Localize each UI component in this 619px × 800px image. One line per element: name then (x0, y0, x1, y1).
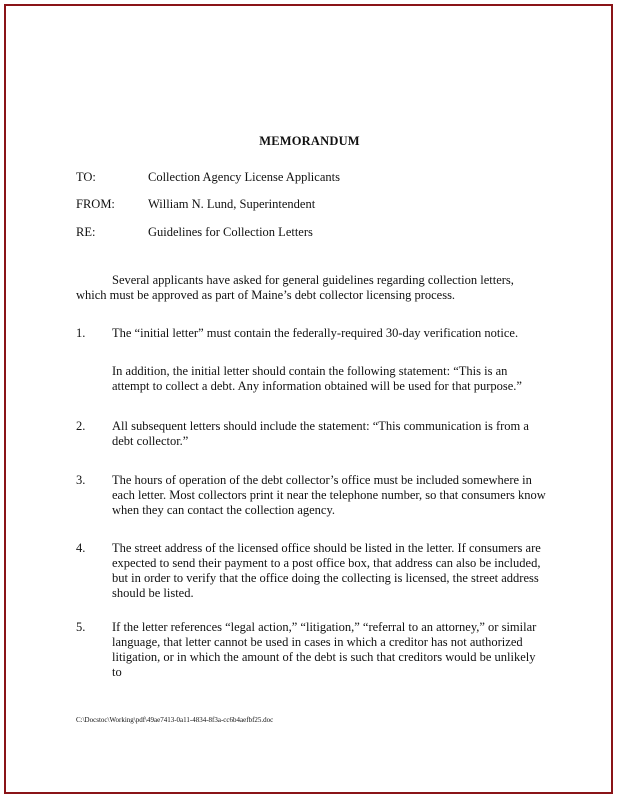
memo-title: MEMORANDUM (259, 134, 360, 148)
re-value: Guidelines for Collection Letters (148, 225, 313, 239)
item-5-number: 5. (76, 620, 86, 634)
item-1-text: The “initial letter” must contain the federally-required 30-day verification notice. (112, 326, 519, 340)
footer-file-path: C:\Docstoc\Working\pdf\49ae7413-0a11-4834-8f3a-cc6b4aefbf25.doc (76, 716, 274, 724)
item-4-number: 4. (76, 541, 86, 555)
from-value: William N. Lund, Superintendent (148, 197, 316, 211)
item-3-number: 3. (76, 473, 86, 487)
item-1-number: 1. (76, 326, 86, 340)
to-value: Collection Agency License Applicants (148, 170, 340, 184)
item-5-text: If the letter references “legal action,” “litigation,” “referral to an attorney,” or similar language, that letter cannot be used in cases in which a creditor has not authorized litigation, or in which the amount of the debt is such that creditors would be unlikely to (112, 620, 537, 679)
from-label: FROM: (76, 197, 115, 211)
re-label: RE: (76, 225, 96, 239)
intro-paragraph: Several applicants have asked for general guidelines regarding collection letters, which must be approved as part of Maine’s debt collector licensing process. (76, 273, 514, 302)
item-2-text: All subsequent letters should include the statement: “This communication is from a debt collector.” (112, 419, 529, 448)
item-2-number: 2. (76, 419, 86, 433)
item-4-text: The street address of the licensed office should be listed in the letter. If consumers are expected to send their payment to a post office box, that address can also be included, but in order to verify that the office doing the collecting is licensed, the street address should be listed. (112, 541, 541, 600)
to-label: TO: (76, 170, 96, 184)
item-1-extra: In addition, the initial letter should contain the following statement: “This is an attempt to collect a debt. Any information obtained will be used for that purpose.” (112, 364, 522, 393)
item-3-text: The hours of operation of the debt collector’s office must be included somewhere in each letter. Most collectors print it near the telephone number, so that consumers know when they can contact the collection agency. (112, 473, 546, 517)
